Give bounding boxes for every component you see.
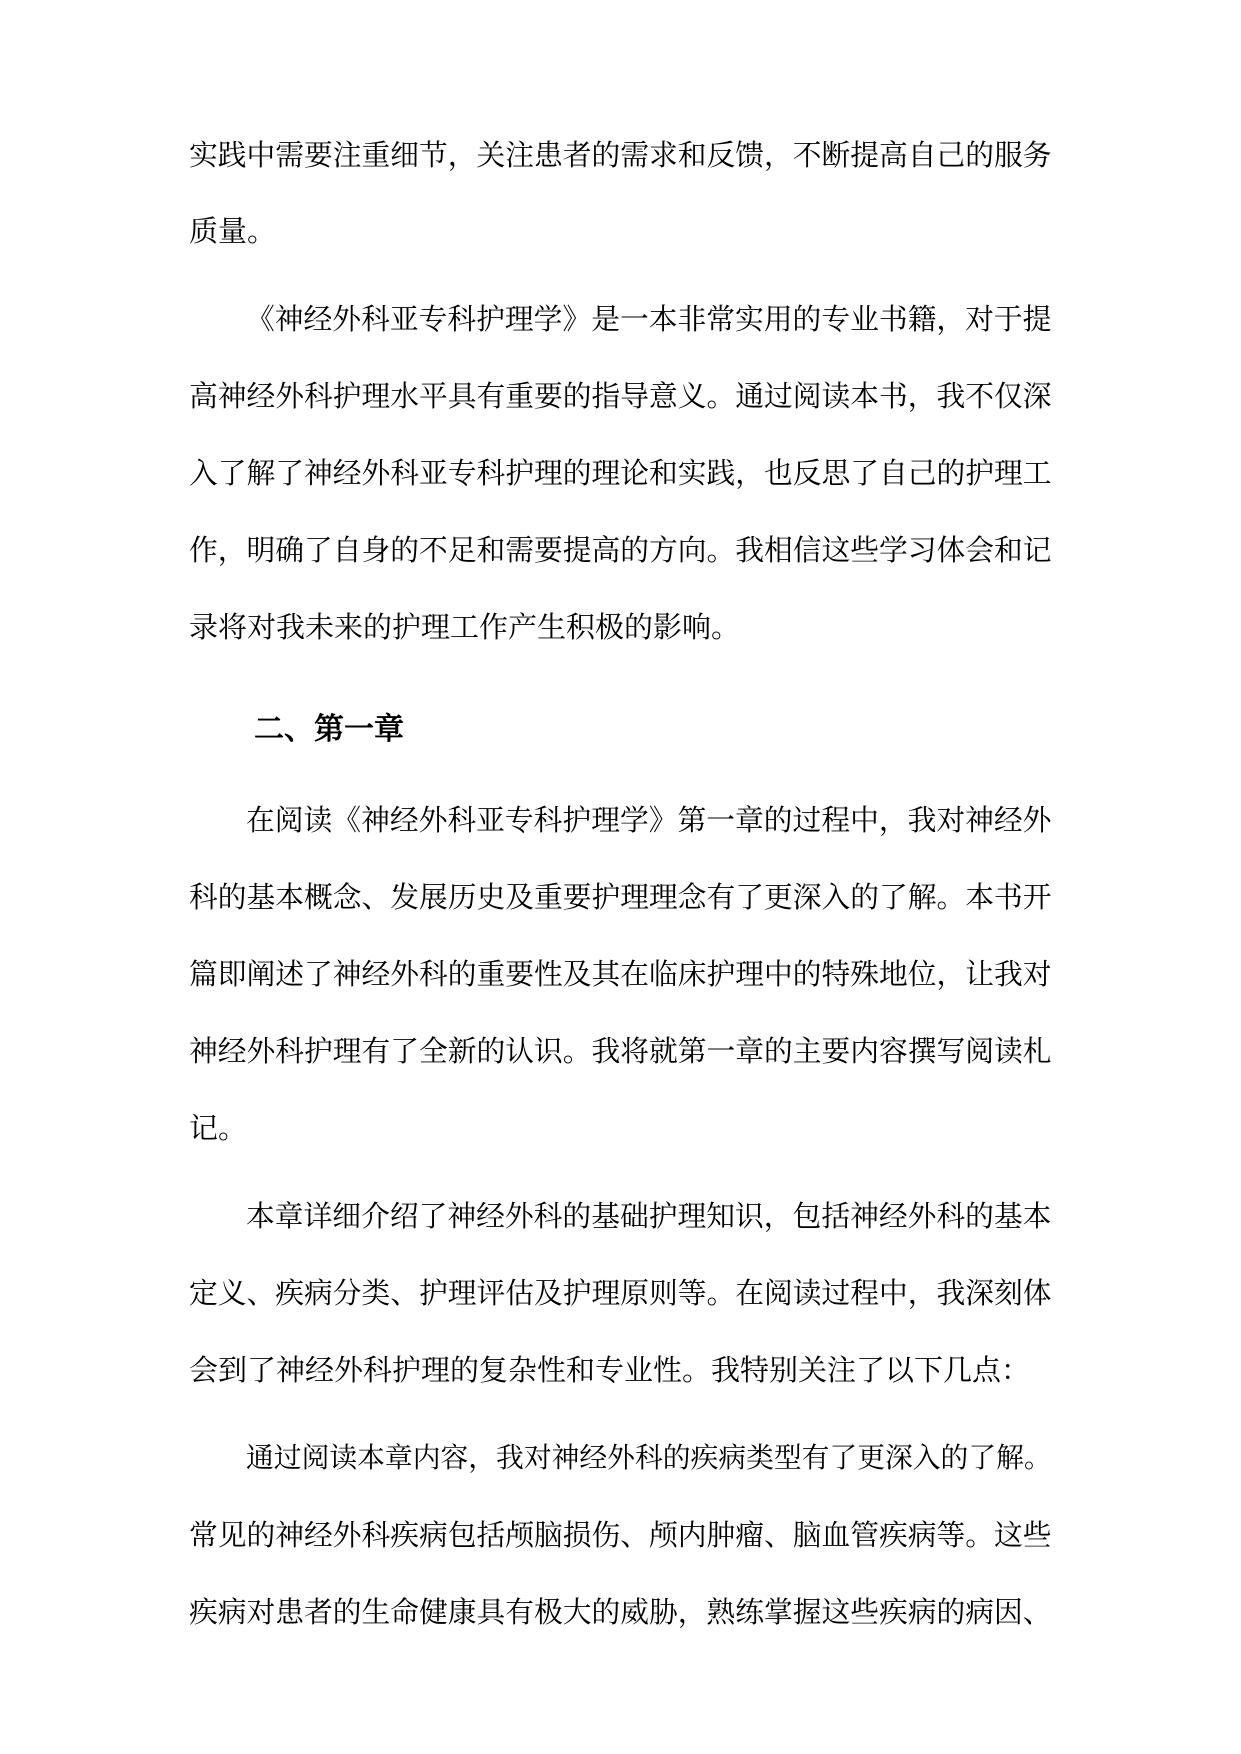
paragraph-3-line-3: 篇即阐述了神经外科的重要性及其在临床护理中的特殊地位，让我对 [189, 957, 1052, 991]
paragraph-2-line-4: 作，明确了自身的不足和需要提高的方向。我相信这些学习体会和记 [189, 533, 1052, 567]
paragraph-4-line-1: 本章详细介绍了神经外科的基础护理知识，包括神经外科的基本 [246, 1199, 1052, 1233]
paragraph-5-line-2: 常见的神经外科疾病包括颅脑损伤、颅内肿瘤、脑血管疾病等。这些 [189, 1518, 1052, 1552]
paragraph-3-line-4: 神经外科护理有了全新的认识。我将就第一章的主要内容撰写阅读札 [189, 1034, 1052, 1068]
paragraph-1-line-1: 实践中需要注重细节，关注患者的需求和反馈，不断提高自己的服务 [189, 138, 1052, 172]
paragraph-5-line-3: 疾病对患者的生命健康具有极大的威胁，熟练掌握这些疾病的病因、 [189, 1595, 1052, 1629]
paragraph-3-line-1: 在阅读《神经外科亚专科护理学》第一章的过程中，我对神经外 [246, 803, 1052, 837]
paragraph-2-line-5: 录将对我未来的护理工作产生积极的影响。 [189, 610, 741, 644]
section-heading: 二、第一章 [254, 712, 404, 747]
paragraph-2-line-3: 入了解了神经外科亚专科护理的理论和实践，也反思了自己的护理工 [189, 456, 1052, 490]
paragraph-2-line-1: 《神经外科亚专科护理学》是一本非常实用的专业书籍，对于提 [246, 302, 1052, 336]
paragraph-1-line-2: 质量。 [189, 214, 277, 248]
paragraph-5-line-1: 通过阅读本章内容，我对神经外科的疾病类型有了更深入的了解。 [246, 1441, 1052, 1474]
paragraph-3-line-2: 科的基本概念、发展历史及重要护理理念有了更深入的了解。本书开 [189, 880, 1052, 914]
paragraph-2-line-2: 高神经外科护理水平具有重要的指导意义。通过阅读本书，我不仅深 [189, 379, 1052, 413]
paragraph-4-line-2: 定义、疾病分类、护理评估及护理原则等。在阅读过程中，我深刻体 [189, 1276, 1052, 1310]
paragraph-4-line-3: 会到了神经外科护理的复杂性和专业性。我特别关注了以下几点： [189, 1353, 1031, 1387]
paragraph-3-line-5: 记。 [189, 1111, 248, 1145]
